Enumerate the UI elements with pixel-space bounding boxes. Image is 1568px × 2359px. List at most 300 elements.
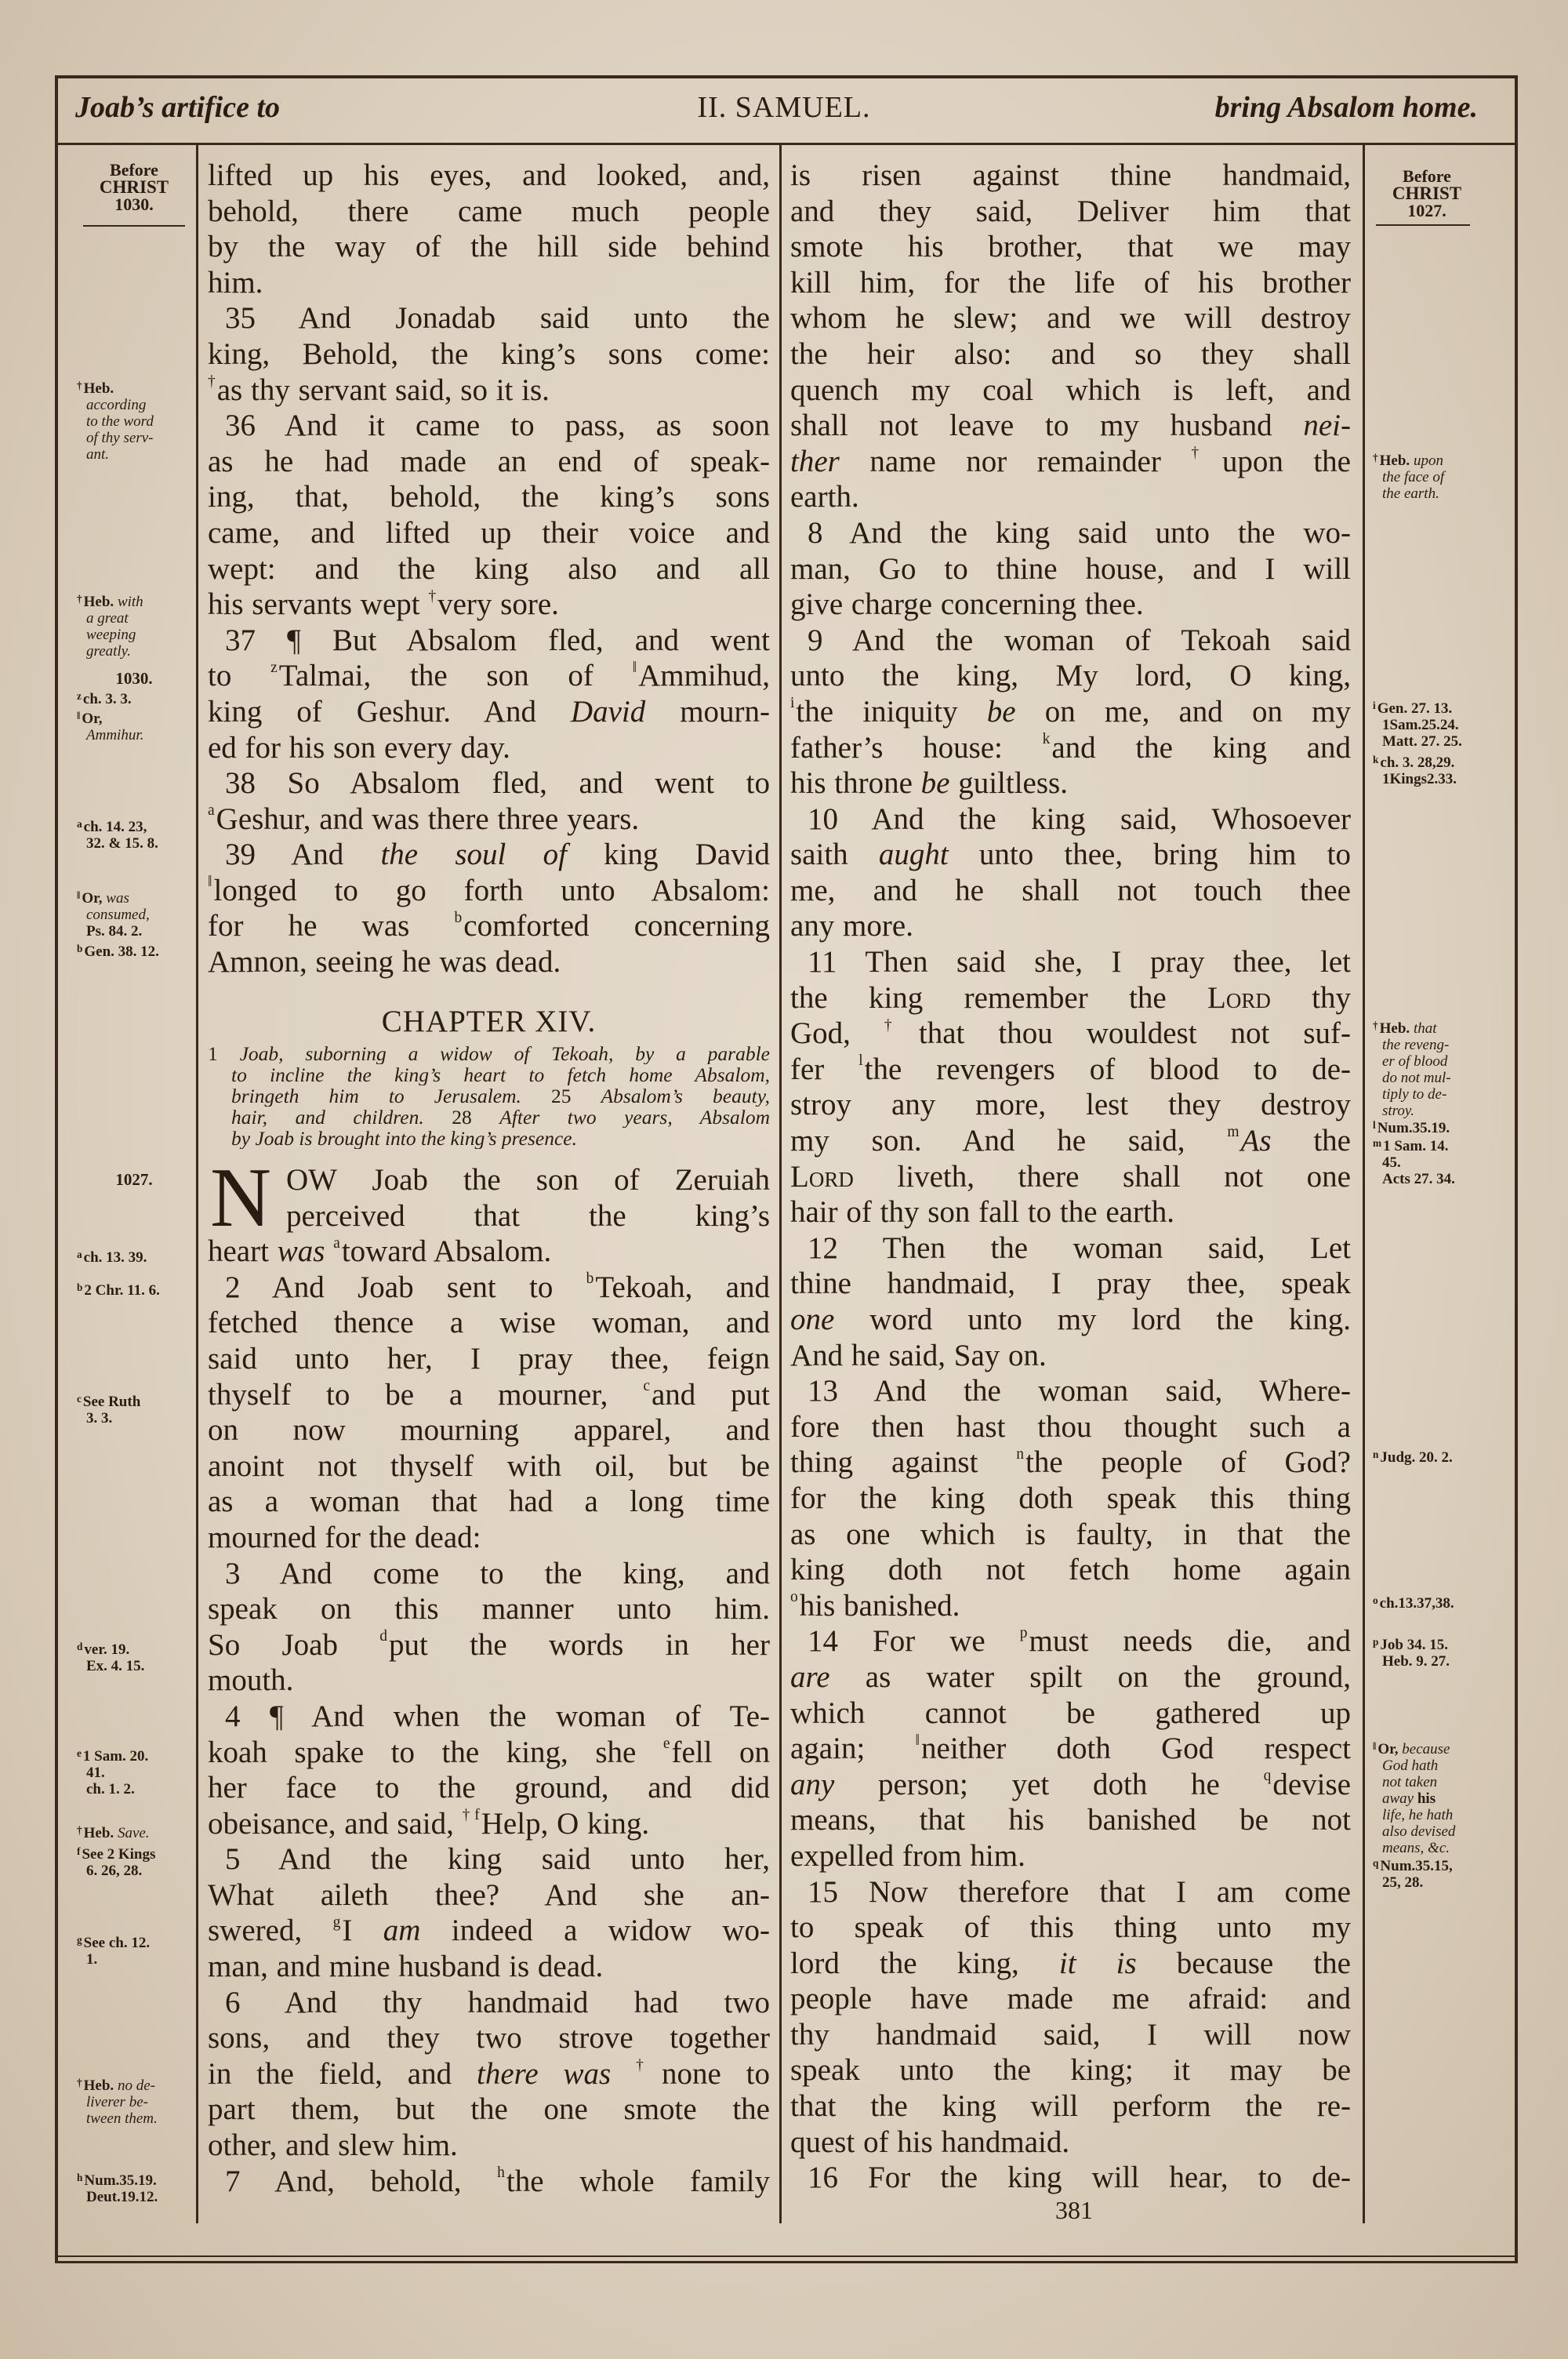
margin-note-line xyxy=(1373,453,1444,469)
margin-note xyxy=(77,819,158,852)
right-era-rule xyxy=(1376,224,1470,226)
italic-text: with xyxy=(117,594,143,610)
reference-mark: h xyxy=(77,2171,83,2183)
text-run: name nor remainder xyxy=(839,444,1192,478)
reference-mark: a xyxy=(208,802,215,820)
margin-note xyxy=(77,1748,148,1797)
text-line xyxy=(790,1767,1351,1803)
italic-text: one xyxy=(790,1303,835,1336)
margin-note-line xyxy=(77,1846,155,1863)
margin-note xyxy=(1373,700,1462,750)
text-run: 35 And Jonadab said unto the xyxy=(225,301,770,336)
text-run: fore then hast thou thought such a xyxy=(790,1409,1351,1444)
text-line xyxy=(790,408,1351,444)
text-run: Help, O king. xyxy=(481,1806,650,1841)
italic-text: not taken xyxy=(1382,1774,1438,1790)
text-run: Deut.19.12. xyxy=(86,2189,158,2205)
margin-note xyxy=(77,1825,150,1841)
column-rule-left xyxy=(196,145,198,2223)
text-run: is risen against thine handmaid, xyxy=(790,158,1351,192)
margin-note-line xyxy=(77,397,154,413)
text-line xyxy=(208,1305,770,1341)
text-run: Gen. 38. 12. xyxy=(84,943,159,960)
text-run: thing against xyxy=(790,1445,1017,1480)
text-line xyxy=(208,1484,770,1520)
text-line xyxy=(208,2092,770,2128)
text-run: his xyxy=(1414,1790,1436,1807)
margin-note-line xyxy=(77,711,143,727)
text-line xyxy=(790,2017,1351,2053)
text-line xyxy=(208,1270,770,1306)
text-run: came, and lifted up their voice and xyxy=(208,515,770,550)
text-line xyxy=(790,1266,1351,1302)
italic-text: away xyxy=(1382,1790,1414,1807)
text-run: Ex. 4. 15. xyxy=(86,1658,145,1674)
reference-mark: e xyxy=(662,1735,670,1752)
italic-text: am xyxy=(383,1914,421,1948)
italic-text: aught xyxy=(878,838,949,872)
reference-mark: o xyxy=(790,1589,798,1606)
text-run: sons, and they two strove together xyxy=(208,2021,770,2055)
text-run: people have made me afraid: and xyxy=(790,1982,1351,2016)
margin-note xyxy=(77,1935,150,1968)
margin-note-line xyxy=(1373,1790,1455,1807)
text-line xyxy=(208,837,770,873)
reference-mark: l xyxy=(1373,1118,1376,1131)
text-run: as he had made an end of speak- xyxy=(208,444,770,478)
text-run: 1. xyxy=(86,1951,98,1968)
margin-note-line xyxy=(77,446,154,463)
reference-mark: h xyxy=(497,2165,505,2182)
margin-note-line xyxy=(77,380,154,397)
text-run: mourned for the dead: xyxy=(208,1520,481,1554)
italic-text: Absalom’s beauty, xyxy=(601,1085,770,1107)
italic-text: the soul of xyxy=(380,838,567,872)
margin-note-line xyxy=(77,2094,158,2110)
text-run: 25 xyxy=(521,1085,601,1107)
margin-note xyxy=(77,1846,155,1879)
text-run: means, that his banished be not xyxy=(790,1803,1351,1837)
reference-mark: b xyxy=(77,942,83,954)
reference-mark: d xyxy=(379,1628,387,1645)
era-christ: CHRIST xyxy=(1392,184,1462,203)
text-line xyxy=(790,1588,1351,1624)
text-run: by the way of the hill side behind xyxy=(208,230,770,264)
margin-note-line xyxy=(1373,1103,1451,1119)
reference-mark: p xyxy=(1019,1624,1028,1641)
text-run: See 2 Kings xyxy=(82,1846,156,1863)
margin-note xyxy=(1373,1637,1450,1670)
text-line xyxy=(790,1981,1351,2017)
book-title: II. SAMUEL. xyxy=(697,91,871,124)
text-line xyxy=(790,444,1351,480)
reference-mark: ‖ xyxy=(77,709,81,722)
text-run: the xyxy=(1271,1124,1351,1158)
text-line xyxy=(790,1731,1351,1767)
small-caps-text: Lord xyxy=(790,1159,854,1194)
text-run: king David xyxy=(566,838,770,872)
text-run: Heb. xyxy=(83,594,118,610)
italic-text: life, he hath xyxy=(1382,1807,1454,1823)
text-run: guiltless. xyxy=(949,766,1068,801)
summary-line xyxy=(208,1085,770,1107)
reference-mark: b xyxy=(586,1270,594,1288)
text-line xyxy=(790,765,1351,801)
margin-note-line xyxy=(1373,469,1444,485)
italic-text: ant. xyxy=(86,446,110,463)
text-line xyxy=(208,158,770,194)
text-run: 41. xyxy=(86,1765,105,1781)
text-run: 6 And thy handmaid had two xyxy=(225,1985,770,2019)
reference-mark: † xyxy=(77,1823,82,1836)
text-line xyxy=(208,2128,770,2164)
text-line xyxy=(790,2160,1351,2196)
reference-mark: o xyxy=(1373,1594,1378,1606)
text-run: whom he slew; and we will destroy xyxy=(790,301,1351,336)
text-run: 15 Now therefore that I am come xyxy=(808,1874,1351,1909)
text-line xyxy=(790,373,1351,409)
italic-text: there was xyxy=(476,2056,612,2091)
text-line xyxy=(790,336,1351,373)
reference-mark: m xyxy=(1373,1136,1382,1149)
reference-mark: † xyxy=(428,587,437,605)
text-run: 38 So Absalom fled, and went to xyxy=(225,766,770,801)
reference-mark: c xyxy=(77,1392,82,1405)
text-run: 5 And the king said unto her, xyxy=(225,1842,770,1877)
text-run: and they said, Deliver him that xyxy=(790,194,1351,228)
text-run: Heb. xyxy=(83,2077,118,2094)
text-run: him. xyxy=(208,265,263,300)
text-run: wept: and the king also and all xyxy=(208,551,770,586)
margin-note-line xyxy=(1373,717,1462,733)
text-line xyxy=(790,515,1351,551)
margin-note xyxy=(1373,1595,1454,1612)
text-line xyxy=(790,1623,1351,1659)
text-line xyxy=(208,1591,770,1627)
text-run: Heb. 9. 27. xyxy=(1382,1653,1450,1670)
text-run: obeisance, and said, xyxy=(208,1806,463,1841)
text-run: the people of God? xyxy=(1025,1445,1351,1480)
text-run: thy handmaid said, I will now xyxy=(790,2017,1351,2052)
reference-mark: q xyxy=(1263,1768,1272,1785)
italic-text: ther xyxy=(790,444,840,478)
text-run: as one which is faulty, in that the xyxy=(790,1517,1351,1551)
margin-note-line xyxy=(1373,1858,1453,1874)
text-run: other, and slew him. xyxy=(208,2128,458,2163)
text-run: which cannot be gathered up xyxy=(790,1696,1351,1730)
text-line xyxy=(208,1234,770,1270)
italic-text: by Joab is brought into the king’s presence. xyxy=(231,1128,577,1149)
text-line xyxy=(790,2088,1351,2125)
text-run: ing, that, behold, the king’s sons xyxy=(208,480,770,514)
text-run: part them, but the one smote the xyxy=(208,2092,770,2127)
left-era-label xyxy=(75,162,193,213)
text-run: ch.13.37,38. xyxy=(1379,1595,1454,1612)
reference-mark: k xyxy=(1042,730,1051,747)
reference-mark: † f xyxy=(462,1807,480,1824)
margin-note-line xyxy=(77,1825,150,1841)
margin-note xyxy=(77,380,154,463)
text-line xyxy=(790,1802,1351,1838)
text-run: expelled from him. xyxy=(790,1838,1025,1873)
text-line xyxy=(790,1087,1351,1123)
margin-note-line xyxy=(1373,1807,1455,1823)
summary-line xyxy=(208,1064,770,1085)
text-line xyxy=(790,694,1351,730)
text-line xyxy=(208,479,770,515)
italic-text: was xyxy=(106,890,129,907)
text-run: stroy any more, lest they destroy xyxy=(790,1088,1351,1122)
reference-mark: † xyxy=(1191,445,1221,462)
text-run: 1 Sam. 14. xyxy=(1383,1138,1449,1154)
header-rule xyxy=(55,143,1518,145)
text-run: 8 And the king said unto the wo- xyxy=(808,515,1351,550)
text-line xyxy=(208,515,770,551)
text-run: the iniquity xyxy=(796,694,987,729)
text-run: my son. And he said, xyxy=(790,1124,1228,1158)
text-line xyxy=(790,158,1351,194)
text-run: none to xyxy=(661,2056,770,2091)
text-line xyxy=(208,2020,770,2056)
text-run: See ch. 12. xyxy=(83,1935,151,1951)
text-line xyxy=(208,623,770,659)
italic-text: do not mul- xyxy=(1382,1070,1451,1086)
text-run: hair of thy son fall to the earth. xyxy=(790,1195,1175,1230)
margin-note-line xyxy=(1373,754,1457,771)
text-run: ch. 3. 3. xyxy=(82,691,132,707)
text-line xyxy=(208,1627,770,1663)
text-run: 7 And, behold, xyxy=(225,2164,498,2198)
text-run: 2 And Joab sent to xyxy=(225,1270,586,1304)
text-run: 1 xyxy=(208,1043,240,1064)
text-run: Job 34. 15. xyxy=(1380,1637,1448,1653)
margin-note xyxy=(1373,1120,1450,1136)
margin-note xyxy=(77,890,150,940)
margin-note xyxy=(1373,1858,1453,1891)
chapter-heading: CHAPTER XIV. xyxy=(381,1005,597,1038)
margin-note-line xyxy=(77,691,132,707)
margin-note-line xyxy=(77,1394,140,1410)
text-run: king, Behold, the king’s sons come: xyxy=(208,336,770,371)
margin-note-line xyxy=(77,643,143,660)
text-run: Num.35.15, xyxy=(1380,1858,1453,1874)
text-line xyxy=(790,908,1351,944)
text-line xyxy=(208,1877,770,1914)
margin-note-line xyxy=(1373,1449,1453,1466)
reference-mark: m xyxy=(1227,1124,1240,1141)
text-run: Num.35.19. xyxy=(1377,1120,1450,1136)
text-run: liveth, there shall not one xyxy=(853,1159,1351,1194)
margin-note-line xyxy=(1373,1138,1455,1154)
italic-text: David xyxy=(570,694,646,729)
italic-text: it is xyxy=(1058,1946,1137,1980)
text-line xyxy=(790,1874,1351,1910)
margin-note-line xyxy=(1373,1874,1453,1891)
text-run: fetched thence a wise woman, and xyxy=(208,1306,770,1340)
text-run: 36 And it came to pass, as soon xyxy=(225,409,770,443)
bottom-rule-2 xyxy=(55,2261,1518,2263)
text-run: put the words in her xyxy=(388,1627,770,1662)
text-line xyxy=(208,908,770,944)
margin-note-line xyxy=(77,1410,140,1427)
margin-note-line xyxy=(1373,1840,1455,1856)
margin-note-line xyxy=(1373,485,1444,502)
text-line xyxy=(790,1052,1351,1088)
text-line xyxy=(208,801,770,838)
text-line xyxy=(790,1696,1351,1732)
era-year: 1030. xyxy=(114,194,154,214)
text-run: 16 For the king will hear, to de- xyxy=(808,2161,1351,2195)
text-run: again; xyxy=(790,1732,916,1766)
italic-text: upon xyxy=(1413,453,1443,469)
text-run: ver. 19. xyxy=(84,1641,130,1658)
margin-note-line xyxy=(77,1781,148,1797)
text-run: behold, there came much people xyxy=(208,194,770,228)
text-line xyxy=(790,1230,1351,1267)
text-run: quest of his handmaid. xyxy=(790,2125,1070,2159)
text-line xyxy=(790,1445,1351,1481)
text-run: unto thee, bring him to xyxy=(948,838,1351,872)
margin-note-line xyxy=(1373,1653,1450,1670)
reference-mark: † xyxy=(77,2076,82,2088)
text-line xyxy=(208,229,770,265)
text-run: 28 xyxy=(423,1107,500,1128)
text-run: me, and he shall not touch thee xyxy=(790,873,1351,907)
margin-note-line xyxy=(77,1935,150,1951)
text-line xyxy=(790,1910,1351,1946)
text-run: 37 ¶ But Absalom fled, and went xyxy=(225,623,770,657)
italic-text: the face of xyxy=(1382,469,1445,485)
text-line xyxy=(208,194,770,230)
italic-text: tween them. xyxy=(86,2110,158,2127)
column-rule-right xyxy=(1363,145,1365,2223)
margin-note-line xyxy=(77,1641,144,1658)
text-run: and put xyxy=(651,1377,770,1412)
italic-text: a great xyxy=(86,610,129,627)
italic-text: As xyxy=(1240,1124,1272,1158)
text-run: Num.35.19. xyxy=(84,2172,157,2189)
text-run: Heb. xyxy=(83,380,114,397)
reference-mark: g xyxy=(332,1914,341,1931)
italic-text: of thy serv- xyxy=(86,430,154,446)
margin-note-line xyxy=(77,2172,158,2189)
text-line xyxy=(208,1198,770,1234)
reference-mark: e xyxy=(77,1747,82,1759)
reference-mark: l xyxy=(858,1052,863,1070)
margin-note-line xyxy=(1373,700,1462,717)
text-run: his servants wept xyxy=(208,587,429,622)
text-run: as water spilt on the ground, xyxy=(829,1659,1351,1694)
italic-text: to incline the king’s heart to fetch home Absalom, xyxy=(231,1064,770,1085)
text-run: shall not leave to my husband xyxy=(790,409,1304,443)
text-run: What aileth thee? And she an- xyxy=(208,1877,770,1912)
text-run: Or, xyxy=(1377,1741,1403,1757)
reference-mark: p xyxy=(1373,1635,1379,1648)
margin-note xyxy=(77,691,132,707)
margin-note-line xyxy=(77,1748,148,1765)
text-line xyxy=(208,730,770,766)
text-run: comforted concerning xyxy=(463,909,770,943)
text-line xyxy=(208,587,770,623)
margin-note-line xyxy=(77,907,150,923)
text-run: that thou wouldest not suf- xyxy=(918,1016,1351,1051)
italic-text: means, &c. xyxy=(1382,1840,1450,1856)
text-run: unto the king, My lord, O king, xyxy=(790,659,1351,693)
text-line xyxy=(790,658,1351,694)
italic-text: hair, and children. xyxy=(231,1107,424,1128)
text-line xyxy=(208,2056,770,2092)
italic-text: stroy. xyxy=(1382,1103,1414,1119)
summary-line xyxy=(208,1107,770,1128)
margin-note-line xyxy=(77,2110,158,2127)
text-run: 39 And xyxy=(225,838,381,872)
text-run: 2 Chr. 11. 6. xyxy=(84,1282,160,1299)
text-run: Tekoah, and xyxy=(595,1270,770,1304)
text-line xyxy=(208,1448,770,1485)
text-line xyxy=(208,1913,770,1949)
margin-note xyxy=(77,594,143,660)
frame-left-rule xyxy=(55,75,58,2263)
text-line xyxy=(790,1338,1351,1374)
text-line xyxy=(208,1412,770,1448)
text-run: heart xyxy=(208,1234,278,1269)
italic-text: was xyxy=(277,1234,325,1269)
reference-mark: c xyxy=(643,1378,650,1395)
margin-note-line xyxy=(77,627,143,643)
summary-line xyxy=(208,1128,770,1149)
reference-mark: z xyxy=(270,659,278,676)
text-line xyxy=(208,694,770,730)
text-run: the whole family xyxy=(506,2164,770,2198)
reference-mark: † xyxy=(1373,1019,1378,1031)
margin-note xyxy=(1373,1449,1453,1466)
text-line xyxy=(208,373,770,409)
italic-text: be xyxy=(920,766,950,801)
italic-text: because xyxy=(1402,1741,1450,1757)
margin-note-line xyxy=(1373,1070,1451,1086)
text-run: father’s house: xyxy=(790,730,1043,765)
text-run: very sore. xyxy=(437,587,559,622)
text-run: neither doth God respect xyxy=(921,1732,1351,1766)
text-run: man, and mine husband is dead. xyxy=(208,1950,604,1984)
margin-date: 1027. xyxy=(115,1170,153,1189)
text-run: 14 For we xyxy=(808,1624,1020,1659)
text-line xyxy=(790,980,1351,1016)
text-line xyxy=(790,1194,1351,1230)
text-line xyxy=(208,1556,770,1592)
text-line xyxy=(208,944,770,980)
margin-note xyxy=(77,1641,144,1674)
text-line xyxy=(208,265,770,301)
text-run: in the field, and xyxy=(208,2056,477,2091)
margin-note-line xyxy=(1373,733,1462,750)
margin-note-line xyxy=(1373,1120,1450,1136)
text-run: for the king doth speak this thing xyxy=(790,1481,1351,1515)
margin-note-line xyxy=(1373,1086,1451,1103)
text-run: anoint not thyself with oil, but be xyxy=(208,1448,770,1483)
text-line xyxy=(790,1552,1351,1588)
margin-note-line xyxy=(77,923,150,940)
right-era-label xyxy=(1372,168,1482,220)
text-line xyxy=(208,1663,770,1699)
text-run: Amnon, seeing he was dead. xyxy=(208,945,561,980)
text-run: I xyxy=(342,1914,383,1948)
reference-mark: n xyxy=(1373,1448,1379,1460)
small-caps-text: Lord xyxy=(1207,980,1271,1015)
text-line xyxy=(208,1735,770,1771)
reference-mark: b xyxy=(454,909,463,926)
italic-text: After two years, Absalom xyxy=(499,1107,770,1128)
